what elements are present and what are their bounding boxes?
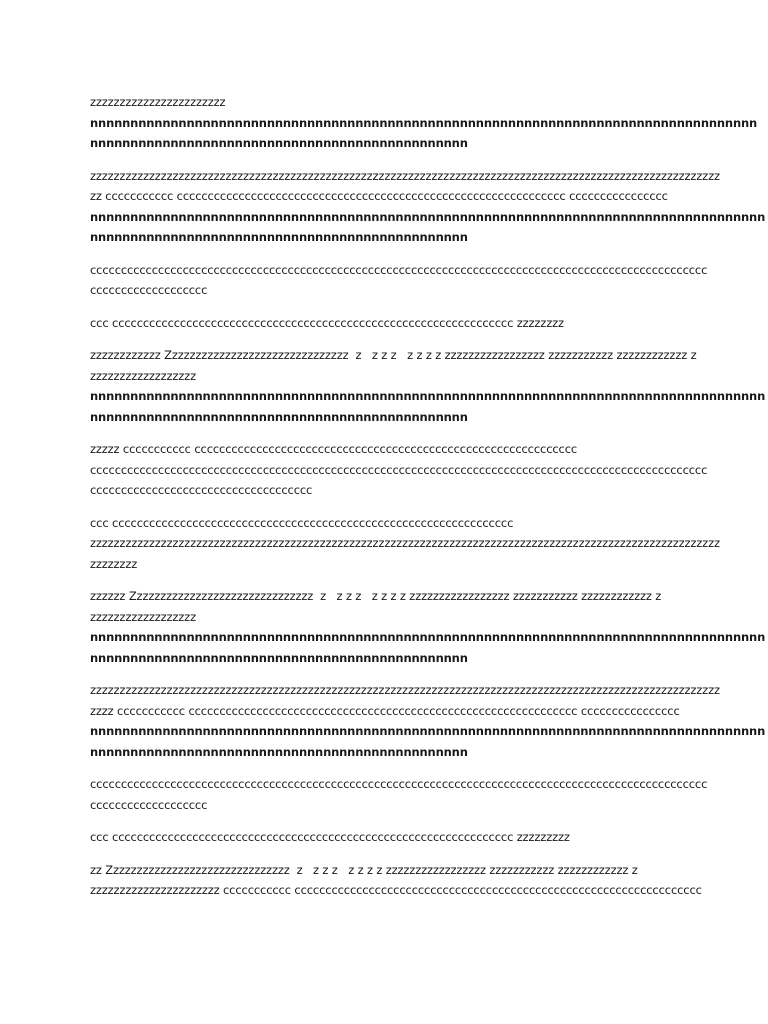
text-line: cccccccccccccccccccccccccccccccccccc [90, 483, 313, 497]
text-line: nnnnnnnnnnnnnnnnnnnnnnnnnnnnnnnnnnnnnnnnnnnnnnnnnnnnnnnnnnnnnnnnnnnnnnnnnnnnnnnnnnnn [90, 209, 766, 224]
text-line: nnnnnnnnnnnnnnnnnnnnnnnnnnnnnnnnnnnnnnnnnnnnnnn [90, 409, 468, 424]
text-line: ccccccccccccccccccc [90, 797, 208, 812]
text-line: zzzzz ccccccccccc cccccccccccccccccccccccccccccccccccccccccccccccccccccccccccccc [90, 442, 578, 456]
text-line: zzzzzzzzzzzz Zzzzzzzzzzzzzzzzzzzzzzzzzzzzzzz z z z z z z z z zzzzzzzzzzzzzzzzz zzzzzzzzzzz zzzzzzzzzzzz z [90, 348, 697, 362]
text-line: zzzzzzzzzzzzzzzzzzzzzz ccccccccccc cccccccccccccccccccccccccccccccccccccccccccccccccccccccccccccccccc [90, 883, 702, 897]
text-line: nnnnnnnnnnnnnnnnnnnnnnnnnnnnnnnnnnnnnnnnnnnnnnnnnnnnnnnnnnnnnnnnnnnnnnnnnnnnnnnnnnnn [90, 389, 766, 403]
text-line: zzzzzzzzzzzzzzzzzz [90, 368, 196, 383]
text-line: zzzzzzzzzzzzzzzzzzzzzzzzzzzzzzzzzzzzzzzzzzzzzzzzzzzzzzzzzzzzzzzzzzzzzzzzzzzzzzzzzzzzzzzzzzzzzzzzzzzzzzzzzzz [90, 168, 720, 183]
text-line: cccccccccccccccccccccccccccccccccccccccccccccccccccccccccccccccccccccccccccccccccccccccccccccccccccc [90, 262, 708, 277]
paragraph-2 [90, 166, 766, 248]
text-line: zzzzzzzz [90, 556, 138, 571]
text-line: nnnnnnnnnnnnnnnnnnnnnnnnnnnnnnnnnnnnnnnnnnnnnnnnnnnnnnnnnnnnnnnnnnnnnnnnnnnnnnnnnnn [90, 115, 758, 130]
text-line: zzzzzzzzzzzzzzzzzzzzzzzzzzzzzzzzzzzzzzzzzzzzzzzzzzzzzzzzzzzzzzzzzzzzzzzzzzzzzzzzzzzzzzzzzzzzzzzzzzzzzzzzzzz [90, 683, 720, 697]
text-line: ccc ccccccccccccccccccccccccccccccccccccccccccccccccccccccccccccccccc zzzzzzzzz [90, 830, 570, 844]
paragraph-12 [90, 860, 702, 901]
text-line: zzzz ccccccccccc ccccccccccccccccccccccccccccccccccccccccccccccccccccccccccccccc cccccccccccccccc [90, 703, 680, 718]
text-line: zzzzzz Zzzzzzzzzzzzzzzzzzzzzzzzzzzzzzz z z z z z z z z zzzzzzzzzzzzzzzzz zzzzzzzzzzz zzzzzzzzzzzz z [90, 589, 662, 603]
text-line: zzzzzzzzzzzzzzzzzzzzzzz [90, 95, 226, 109]
paragraph-9 [90, 680, 766, 762]
text-line: nnnnnnnnnnnnnnnnnnnnnnnnnnnnnnnnnnnnnnnnnnnnnnn [90, 230, 468, 244]
paragraph-1 [90, 92, 758, 154]
paragraph-6 [90, 439, 708, 501]
paragraph-8 [90, 586, 766, 668]
text-line: cccccccccccccccccccccccccccccccccccccccccccccccccccccccccccccccccccccccccccccccccccccccccccccccccccc [90, 777, 708, 791]
text-line: cccccccccccccccccccccccccccccccccccccccccccccccccccccccccccccccccccccccccccccccccccccccccccccccccccc [90, 462, 708, 477]
text-line: zzzzzzzzzzzzzzzzzzzzzzzzzzzzzzzzzzzzzzzzzzzzzzzzzzzzzzzzzzzzzzzzzzzzzzzzzzzzzzzzzzzzzzzzzzzzzzzzzzzzzzzzzzz [90, 536, 720, 550]
text-line: zz Zzzzzzzzzzzzzzzzzzzzzzzzzzzzzzz z z z z z z z z zzzzzzzzzzzzzzzzz zzzzzzzzzzz zzzzzzzzzzzz z [90, 862, 638, 877]
text-line: zz ccccccccccc ccccccccccccccccccccccccccccccccccccccccccccccccccccccccccccccc cccccccccccccccc [90, 189, 668, 203]
text-line: nnnnnnnnnnnnnnnnnnnnnnnnnnnnnnnnnnnnnnnnnnnnnnn [90, 650, 468, 665]
paragraph-7 [90, 513, 720, 575]
text-line: nnnnnnnnnnnnnnnnnnnnnnnnnnnnnnnnnnnnnnnnnnnnnnn [90, 744, 468, 759]
paragraph-4 [90, 313, 688, 334]
text-line: nnnnnnnnnnnnnnnnnnnnnnnnnnnnnnnnnnnnnnnnnnnnnnn [90, 136, 468, 150]
text-line: zzzzzzzzzzzzzzzzzz [90, 609, 196, 624]
text-line: ccc ccccccccccccccccccccccccccccccccccccccccccccccccccccccccccccccccc zzzzzzzz [90, 315, 564, 330]
text-line: ccc ccccccccccccccccccccccccccccccccccccccccccccccccccccccccccccccccc [90, 515, 514, 530]
text-line: ccccccccccccccccccc [90, 283, 208, 297]
paragraph-3 [90, 260, 708, 301]
paragraph-10 [90, 774, 708, 815]
paragraph-11 [90, 827, 688, 848]
text-line: nnnnnnnnnnnnnnnnnnnnnnnnnnnnnnnnnnnnnnnnnnnnnnnnnnnnnnnnnnnnnnnnnnnnnnnnnnnnnnnnnnnn [90, 630, 766, 644]
paragraph-5 [90, 345, 766, 427]
text-line: nnnnnnnnnnnnnnnnnnnnnnnnnnnnnnnnnnnnnnnnnnnnnnnnnnnnnnnnnnnnnnnnnnnnnnnnnnnnnnnnnnnn [90, 724, 766, 738]
